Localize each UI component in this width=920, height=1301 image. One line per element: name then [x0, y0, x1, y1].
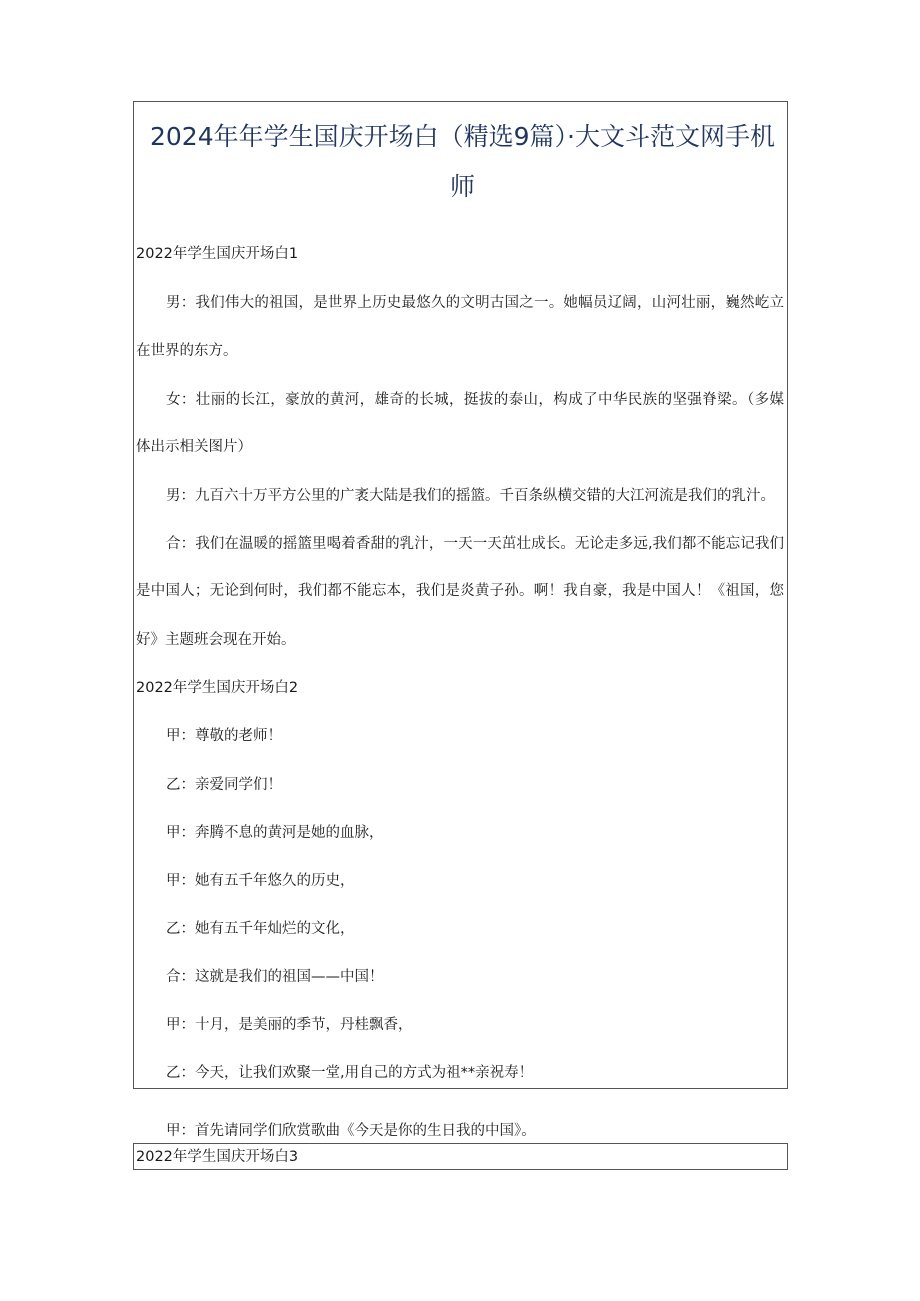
- paragraph-line: 合：我们在温暖的摇篮里喝着香甜的乳汁，一天一天茁壮成长。无论走多远,我们都不能忘记我们: [166, 536, 784, 552]
- paragraph-line: 好》主题班会现在开始。: [136, 632, 296, 648]
- section-heading-2: 2022年学生国庆开场白2: [136, 680, 299, 696]
- dialogue-line: 甲：尊敬的老师！: [166, 728, 282, 744]
- document-title: 2024年年学生国庆开场白（精选9篇）·大文斗范文网手机师: [150, 122, 775, 201]
- paragraph-line: 男：我们伟大的祖国，是世界上历史最悠久的文明古国之一。她幅员辽阔，山河壮丽，巍然屹立: [166, 295, 784, 311]
- section-heading-3: 2022年学生国庆开场白3: [136, 1149, 299, 1165]
- dialogue-line: 甲：十月，是美丽的季节，丹桂飘香，: [166, 1017, 413, 1033]
- dialogue-line: 合：这就是我们的祖国——中国！: [166, 969, 384, 985]
- section-heading-1: 2022年学生国庆开场白1: [136, 246, 299, 262]
- paragraph-line: 是中国人；无论到何时，我们都不能忘本，我们是炎黄子孙。啊！我自豪，我是中国人！《祖国，您: [136, 583, 784, 599]
- dialogue-line: 甲：她有五千年悠久的历史，: [166, 873, 355, 889]
- paragraph-line: 男：九百六十万平方公里的广袤大陆是我们的摇篮。千百条纵横交错的大江河流是我们的乳汁。: [166, 488, 775, 504]
- dialogue-line: 甲：奔腾不息的黄河是她的血脉，: [166, 825, 384, 841]
- paragraph-line: 体出示相关图片）: [136, 439, 252, 455]
- paragraph-line: 女：壮丽的长江，豪放的黄河，雄奇的长城，挺拔的泰山，构成了中华民族的坚强脊梁。（多媒: [166, 392, 784, 408]
- dialogue-line: 乙：今天，让我们欢聚一堂,用自己的方式为祖**亲祝寿！: [166, 1065, 534, 1081]
- dialogue-line: 乙：亲爱同学们！: [166, 777, 282, 793]
- paragraph-line: 在世界的东方。: [136, 343, 238, 359]
- dialogue-line: 甲：首先请同学们欣赏歌曲《今天是你的生日我的中国》。: [166, 1123, 536, 1139]
- dialogue-line: 乙：她有五千年灿烂的文化，: [166, 921, 355, 937]
